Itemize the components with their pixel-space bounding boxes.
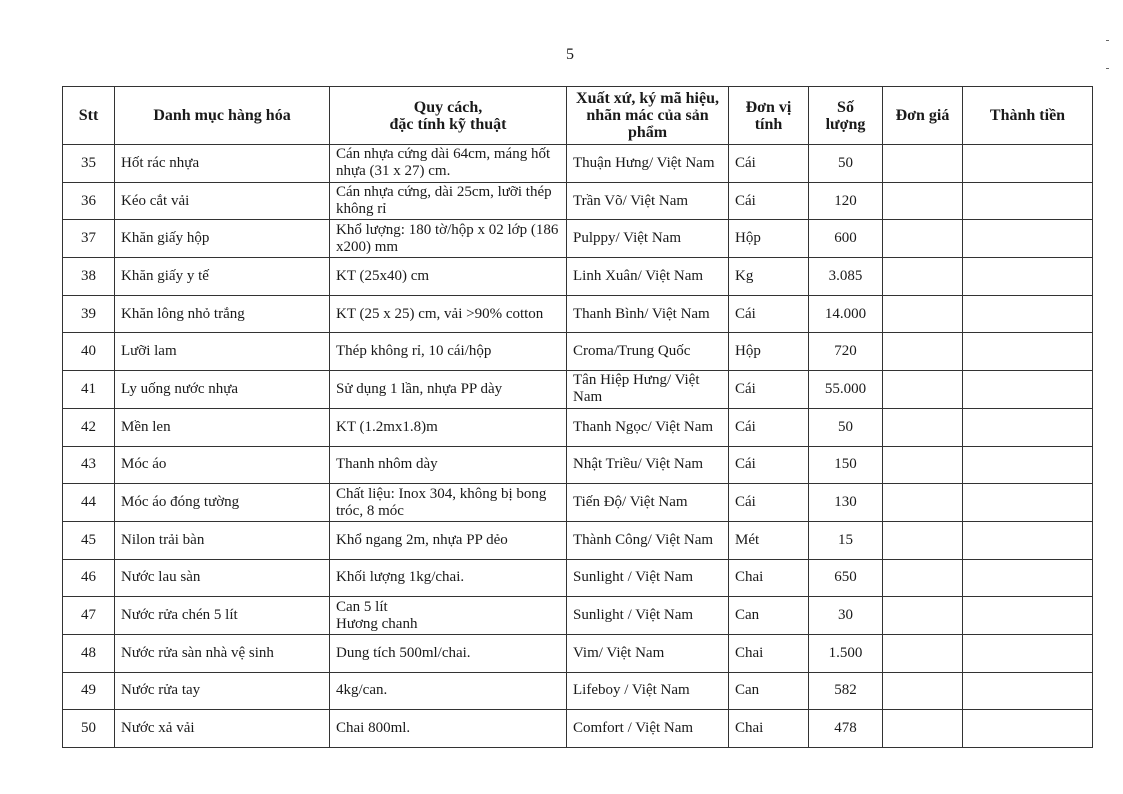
row-quantity: 15: [809, 521, 883, 559]
table-row: [63, 371, 1093, 409]
row-unit: Cái: [729, 371, 809, 409]
row-stt: 38: [63, 258, 115, 296]
row-unit-price: [883, 371, 963, 409]
row-unit-price: [883, 220, 963, 258]
table-row: [63, 333, 1093, 371]
table-row: [63, 446, 1093, 484]
row-spec: Chai 800ml.: [330, 710, 567, 748]
header-unit-line1: Đơn vị: [745, 98, 792, 116]
row-quantity: 14.000: [809, 295, 883, 333]
row-spec: Thép không rỉ, 10 cái/hộp: [330, 333, 567, 371]
row-stt: 37: [63, 220, 115, 258]
row-quantity: 1.500: [809, 634, 883, 672]
row-quantity: 3.085: [809, 258, 883, 296]
row-spec: Khổ ngang 2m, nhựa PP dẻo: [330, 521, 567, 559]
row-unit: Hộp: [729, 220, 809, 258]
row-quantity: 50: [809, 145, 883, 183]
row-origin: Tân Hiệp Hưng/ Việt Nam: [567, 371, 729, 409]
header-qty-line2: lượng: [825, 115, 866, 133]
row-total: [963, 295, 1093, 333]
row-quantity: 55.000: [809, 371, 883, 409]
header-price: Đơn giá: [883, 87, 963, 145]
row-spec: KT (25 x 25) cm, vải >90% cotton: [330, 295, 567, 333]
row-unit: Can: [729, 672, 809, 710]
row-stt: 50: [63, 710, 115, 748]
row-total: [963, 145, 1093, 183]
row-unit-price: [883, 408, 963, 446]
row-origin: Nhật Triều/ Việt Nam: [567, 446, 729, 484]
header-name: Danh mục hàng hóa: [115, 87, 330, 145]
row-unit: Cái: [729, 446, 809, 484]
row-item-name: Khăn giấy hộp: [115, 220, 330, 258]
row-total: [963, 446, 1093, 484]
row-spec: Dung tích 500ml/chai.: [330, 634, 567, 672]
table-row: [63, 145, 1093, 183]
row-origin: Thành Công/ Việt Nam: [567, 521, 729, 559]
row-stt: 49: [63, 672, 115, 710]
header-spec-line1: Quy cách,: [413, 98, 483, 116]
table-row: [63, 408, 1093, 446]
row-spec: Sử dụng 1 lần, nhựa PP dày: [330, 371, 567, 409]
header-spec-line2: đặc tính kỹ thuật: [389, 115, 507, 133]
table-row: [63, 295, 1093, 333]
header-spec: [330, 87, 567, 145]
row-origin: Vim/ Việt Nam: [567, 634, 729, 672]
header-qty: [809, 87, 883, 145]
row-unit-price: [883, 484, 963, 522]
table-row: [63, 710, 1093, 748]
row-unit-price: [883, 521, 963, 559]
row-quantity: 150: [809, 446, 883, 484]
table-row: [63, 258, 1093, 296]
row-unit-price: [883, 333, 963, 371]
page-number: 5: [566, 46, 574, 63]
row-total: [963, 371, 1093, 409]
row-quantity: 478: [809, 710, 883, 748]
row-total: [963, 220, 1093, 258]
row-unit: Chai: [729, 710, 809, 748]
table-row: [63, 220, 1093, 258]
row-unit-price: [883, 672, 963, 710]
table-row: [63, 559, 1093, 597]
row-unit-price: [883, 634, 963, 672]
row-total: [963, 634, 1093, 672]
row-item-name: Mền len: [115, 408, 330, 446]
row-item-name: Nước xả vải: [115, 710, 330, 748]
row-quantity: 650: [809, 559, 883, 597]
header-stt: Stt: [63, 87, 115, 145]
row-unit: Cái: [729, 145, 809, 183]
table-row: [63, 672, 1093, 710]
row-total: [963, 484, 1093, 522]
row-item-name: Nước rửa chén 5 lít: [115, 597, 330, 635]
row-item-name: Ly uống nước nhựa: [115, 371, 330, 409]
row-unit-price: [883, 710, 963, 748]
row-unit-price: [883, 258, 963, 296]
row-stt: 35: [63, 145, 115, 183]
row-item-name: Móc áo đóng tường: [115, 484, 330, 522]
row-total: [963, 559, 1093, 597]
table-body: [63, 145, 1093, 748]
row-spec: KT (1.2mx1.8)m: [330, 408, 567, 446]
row-spec: Cán nhựa cứng, dài 25cm, lưỡi thép không rỉ: [330, 182, 567, 220]
row-unit: Cái: [729, 295, 809, 333]
row-stt: 47: [63, 597, 115, 635]
row-unit: Chai: [729, 559, 809, 597]
row-total: [963, 182, 1093, 220]
row-unit: Kg: [729, 258, 809, 296]
row-origin: Sunlight / Việt Nam: [567, 559, 729, 597]
row-quantity: 130: [809, 484, 883, 522]
row-spec: 4kg/can.: [330, 672, 567, 710]
row-item-name: Kéo cắt vải: [115, 182, 330, 220]
row-origin: Thanh Bình/ Việt Nam: [567, 295, 729, 333]
row-stt: 43: [63, 446, 115, 484]
row-unit: Cái: [729, 182, 809, 220]
row-total: [963, 710, 1093, 748]
row-origin: Thanh Ngọc/ Việt Nam: [567, 408, 729, 446]
row-stt: 41: [63, 371, 115, 409]
header-total: Thành tiền: [963, 87, 1093, 145]
table-header-row: [63, 87, 1093, 145]
row-item-name: Nước rửa sàn nhà vệ sinh: [115, 634, 330, 672]
row-item-name: Khăn lông nhỏ trắng: [115, 295, 330, 333]
row-item-name: Nilon trải bàn: [115, 521, 330, 559]
row-stt: 40: [63, 333, 115, 371]
header-qty-line1: Số: [837, 98, 854, 116]
scan-mark: [1106, 68, 1109, 69]
row-origin: Pulppy/ Việt Nam: [567, 220, 729, 258]
row-spec: Khổ lượng: 180 tờ/hộp x 02 lớp (186 x200) mm: [330, 220, 567, 258]
row-item-name: Nước rửa tay: [115, 672, 330, 710]
row-origin: Lifeboy / Việt Nam: [567, 672, 729, 710]
row-stt: 48: [63, 634, 115, 672]
row-total: [963, 258, 1093, 296]
row-stt: 46: [63, 559, 115, 597]
table-row: [63, 597, 1093, 635]
row-unit-price: [883, 446, 963, 484]
row-spec: Cán nhựa cứng dài 64cm, máng hốt nhựa (31 x 27) cm.: [330, 145, 567, 183]
row-item-name: Nước lau sàn: [115, 559, 330, 597]
row-stt: 45: [63, 521, 115, 559]
row-stt: 36: [63, 182, 115, 220]
row-unit: Cái: [729, 408, 809, 446]
row-total: [963, 333, 1093, 371]
row-quantity: 50: [809, 408, 883, 446]
table-row: [63, 634, 1093, 672]
row-total: [963, 672, 1093, 710]
row-origin: Croma/Trung Quốc: [567, 333, 729, 371]
row-total: [963, 408, 1093, 446]
row-origin: Thuận Hưng/ Việt Nam: [567, 145, 729, 183]
row-stt: 44: [63, 484, 115, 522]
row-origin: Trần Võ/ Việt Nam: [567, 182, 729, 220]
goods-table: [62, 86, 1093, 748]
row-origin: Comfort / Việt Nam: [567, 710, 729, 748]
row-item-name: Khăn giấy y tế: [115, 258, 330, 296]
row-unit-price: [883, 597, 963, 635]
row-unit: Hộp: [729, 333, 809, 371]
row-spec: Khối lượng 1kg/chai.: [330, 559, 567, 597]
header-unit-line2: tính: [754, 115, 783, 133]
row-origin: Tiến Độ/ Việt Nam: [567, 484, 729, 522]
table-row: [63, 182, 1093, 220]
row-unit-price: [883, 182, 963, 220]
row-unit-price: [883, 295, 963, 333]
table-row: [63, 521, 1093, 559]
row-total: [963, 521, 1093, 559]
scan-mark: [1106, 40, 1109, 41]
row-unit-price: [883, 559, 963, 597]
row-spec: Thanh nhôm dày: [330, 446, 567, 484]
row-item-name: Móc áo: [115, 446, 330, 484]
row-quantity: 600: [809, 220, 883, 258]
table-row: [63, 484, 1093, 522]
row-item-name: Lưỡi lam: [115, 333, 330, 371]
row-total: [963, 597, 1093, 635]
row-stt: 39: [63, 295, 115, 333]
row-unit-price: [883, 145, 963, 183]
row-stt: 42: [63, 408, 115, 446]
row-item-name: Hốt rác nhựa: [115, 145, 330, 183]
row-quantity: 720: [809, 333, 883, 371]
row-unit: Mét: [729, 521, 809, 559]
row-unit: Chai: [729, 634, 809, 672]
row-origin: Linh Xuân/ Việt Nam: [567, 258, 729, 296]
header-unit: [729, 87, 809, 145]
row-unit: Cái: [729, 484, 809, 522]
row-spec: Chất liệu: Inox 304, không bị bong tróc, 8 móc: [330, 484, 567, 522]
row-spec: KT (25x40) cm: [330, 258, 567, 296]
row-quantity: 30: [809, 597, 883, 635]
row-origin: Sunlight / Việt Nam: [567, 597, 729, 635]
header-origin: Xuất xứ, ký mã hiệu, nhãn mác của sản phẩm: [567, 87, 729, 145]
row-quantity: 582: [809, 672, 883, 710]
row-quantity: 120: [809, 182, 883, 220]
row-unit: Can: [729, 597, 809, 635]
row-spec: Can 5 lít Hương chanh: [330, 597, 567, 635]
